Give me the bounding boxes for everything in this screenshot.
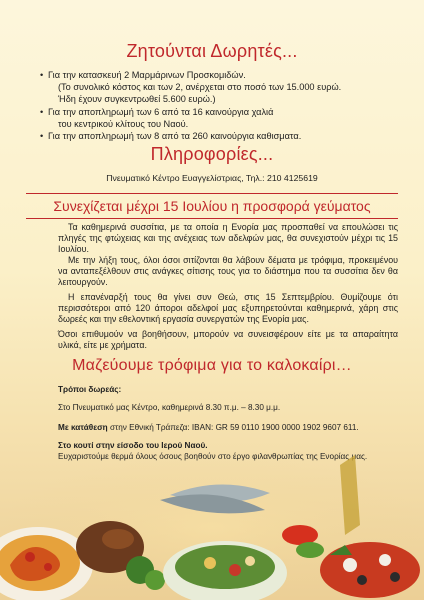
meals-paragraph: Όσοι επιθυμούν να βοηθήσουν, μπορούν να συνεισφέρουν είτε με τα απαραίτητα υλικά, είτε με χρήματα.: [58, 329, 398, 351]
thanks-line: Ευχαριστούμε θερμά όλους όσους βοηθούν στο έργο φιλανθρωπίας της Ενορίας μας.: [58, 452, 368, 461]
food-photo-collage: [0, 455, 424, 600]
donor-item-line: Ήδη έχουν συγκεντρωθεί 5.600 ευρώ.): [58, 94, 216, 104]
method-center: Στο Πνευματικό μας Κέντρο, καθημερινά 8.30 π.μ. – 8.30 μ.μ.: [58, 403, 281, 412]
donor-item-line: (Το συνολικό κόστος και των 2, ανέρχεται στο ποσό των 15.000 ευρώ.: [58, 82, 342, 92]
summer-heading: Μαζεύουμε τρόφιμα για το καλοκαίρι…: [72, 357, 352, 374]
method-bank: Με κατάθεση στην Εθνική Τράπεζα: IBAN: GR 59 0110 1900 0000 1902 9607 611.: [58, 423, 359, 432]
bullet-icon: •: [40, 107, 44, 117]
bullet-icon: •: [40, 70, 44, 80]
donor-item: • Για την κατασκευή 2 Μαρμάρινων Προσκομιδών.: [40, 70, 246, 80]
divider: [26, 218, 398, 219]
meals-heading: Συνεχίζεται μέχρι 15 Ιουλίου η προσφορά γεύματος: [53, 198, 371, 214]
divider: [26, 193, 398, 194]
methods-label: Τρόποι δωρεάς:: [58, 385, 122, 394]
meals-paragraph: Με την λήξη τους, όλοι όσοι σιτίζονται θα λάβουν δέματα με τρόφιμα, προκειμένου να ανταπεξέλθουν στις ανάγκες σίτισης τους για το διάστημα που τα συσσίτια δεν θα λειτουργούν.: [58, 255, 398, 288]
info-contact: Πνευματικό Κέντρο Ευαγγελίστριας, Τηλ.: 210 4125619: [106, 173, 318, 183]
bullet-icon: •: [40, 131, 44, 141]
donors-heading: Ζητούνται Δωρητές...: [126, 41, 298, 61]
meals-paragraph: Τα καθημερινά συσσίτια, με τα οποία η Ενορία μας προσπαθεί να επουλώσει τις πληγές της φτώχειας και της ανέχειας των αδελφών μας, θα συνεχιστούν μέχρι τις 15 Ιουλίου.: [58, 222, 398, 255]
donor-item: • Για την αποπληρωμή των 6 από τα 16 καινούργια χαλιά: [40, 107, 274, 117]
donor-item: • Για την αποπληρωμή των 8 από τα 260 καινούργια καθισματα.: [40, 131, 302, 141]
meals-paragraph: Η επανέναρξή τους θα γίνει συν Θεώ, στις 15 Σεπτεμβρίου. Θυμίζουμε ότι περισσότεροι από 120 άποροι αδελφοί μας εξυπηρετούνται καθημερινά, χάρη στις δωρεές και την εθελοντική εργασία συνεργατών της Ενορία μας.: [58, 292, 398, 325]
donor-item-line: του κεντρικού κλίτους του Ναού.: [58, 119, 189, 129]
info-heading: Πληροφορίες...: [150, 144, 274, 164]
method-box: Στο κουτί στην είσοδο του Ιερού Ναού.: [58, 441, 208, 450]
